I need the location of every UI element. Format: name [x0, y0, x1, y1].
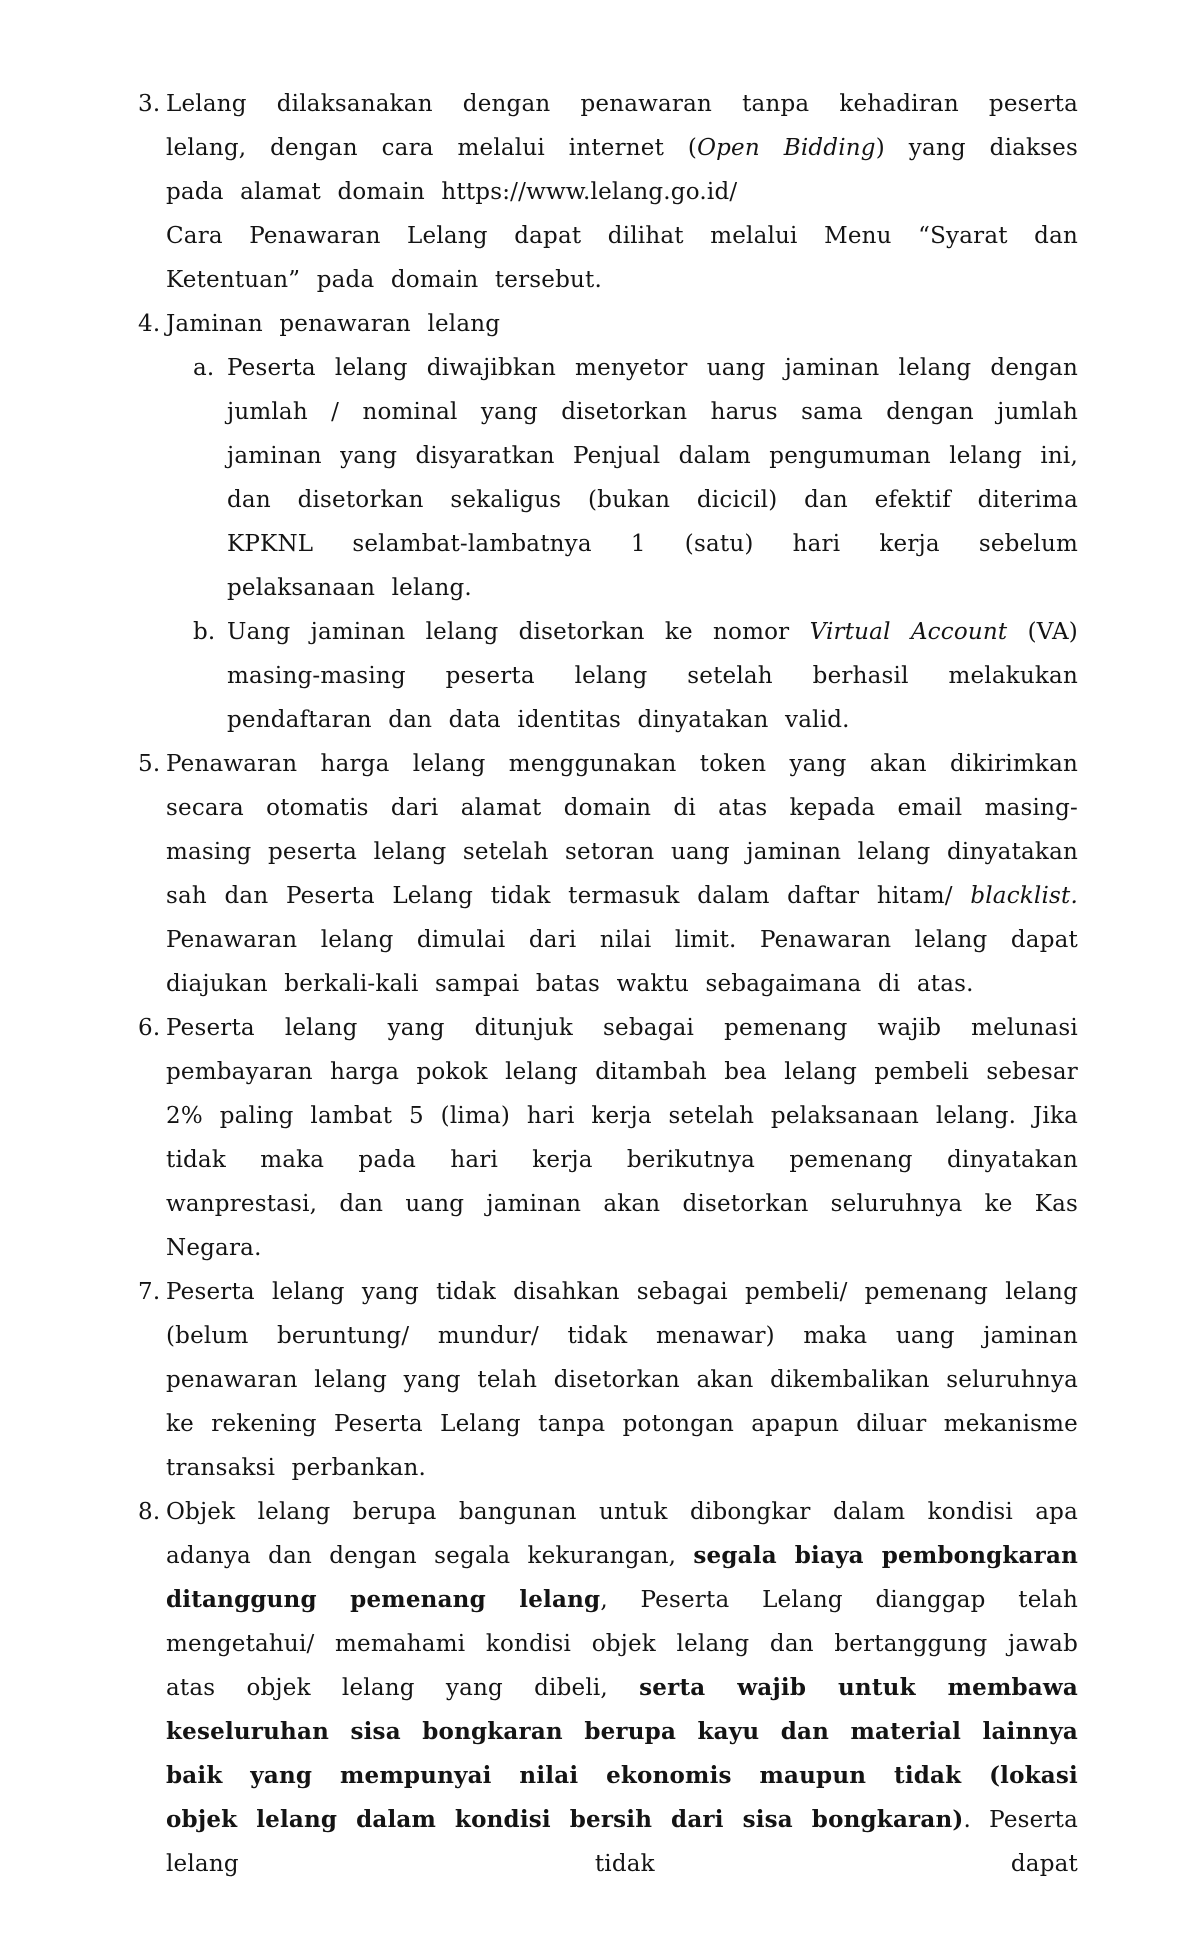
item-number: 7.: [138, 1279, 161, 1305]
text-run: Virtual Account: [809, 619, 1008, 645]
item-number: 4.: [138, 311, 161, 337]
item-content: [166, 742, 1078, 1006]
text-run: Peserta lelang yang tidak disahkan sebagai pembeli/ pemenang lelang (belum beruntung/ mundur/ tidak menawar) maka uang jaminan penawaran lelang yang telah disetorkan akan dikembalikan seluruhnya ke rekening Peserta Lelang tanpa potongan apapun diluar mekanisme transaksi perbankan.: [166, 1279, 1078, 1481]
sub-item-content: [227, 610, 1078, 742]
list-item: [138, 742, 1078, 1006]
item-content: [166, 1490, 1078, 1886]
list-item: [138, 1270, 1078, 1490]
text-run: (VA) masing-masing peserta lelang setelah berhasil melakukan pendaftaran dan data identitas dinyatakan valid.: [227, 619, 1078, 733]
sub-list-item: [193, 610, 1078, 742]
list-item: [138, 1006, 1078, 1270]
paragraph: [166, 214, 1078, 302]
list-item: [138, 302, 1078, 742]
text-run: . Peserta lelang tidak dapat: [166, 1807, 1078, 1877]
text-run: Jaminan penawaran lelang: [166, 311, 501, 337]
paragraph: [166, 302, 1078, 346]
paragraph: [166, 1006, 1078, 1270]
text-run: ) yang diakses pada alamat domain https://www.lelang.go.id/: [166, 135, 1078, 205]
item-content: [166, 1006, 1078, 1270]
text-run: segala biaya pembongkaran ditanggung pemenang lelang: [166, 1542, 1078, 1613]
text-run: , Peserta Lelang dianggap telah mengetahui/ memahami kondisi objek lelang dan bertanggung jawab atas objek lelang yang dibeli,: [166, 1587, 1078, 1701]
sub-item-content: [227, 346, 1078, 610]
list-item: [138, 1490, 1078, 1886]
paragraph: [166, 742, 1078, 1006]
item-number: 8.: [138, 1499, 161, 1525]
text-run: Peserta lelang yang ditunjuk sebagai pemenang wajib melunasi pembayaran harga pokok lelang ditambah bea lelang pembeli sebesar 2% paling lambat 5 (lima) hari kerja setelah pelaksanaan lelang. Jika tidak maka pada hari kerja berikutnya pemenang dinyatakan wanprestasi, dan uang jaminan akan disetorkan seluruhnya ke Kas Negara.: [166, 1015, 1078, 1261]
text-run: Peserta lelang diwajibkan menyetor uang jaminan lelang dengan jumlah / nominal yang disetorkan harus sama dengan jumlah jaminan yang disyaratkan Penjual dalam pengumuman lelang ini, dan disetorkan sekaligus (bukan dicicil) dan efektif diterima KPKNL selambat-lambatnya 1 (satu) hari kerja sebelum pelaksanaan lelang.: [227, 355, 1078, 601]
item-number: 3.: [138, 91, 161, 117]
sub-item-marker: b.: [193, 619, 216, 645]
sub-list-item: [193, 346, 1078, 610]
item-content: [166, 302, 1078, 742]
item-number: 6.: [138, 1015, 161, 1041]
text-run: serta wajib untuk membawa keseluruhan sisa bongkaran berupa kayu dan material lainnya baik yang mempunyai nilai ekonomis maupun tidak (lokasi objek lelang dalam kondisi bersih dari sisa bongkaran): [166, 1674, 1078, 1833]
text-run: blacklist.: [970, 883, 1078, 909]
text-run: Uang jaminan lelang disetorkan ke nomor: [227, 619, 810, 645]
list-item: [138, 82, 1078, 302]
item-number: 5.: [138, 751, 161, 777]
text-run: Penawaran harga lelang menggunakan token yang akan dikirimkan secara otomatis dari alamat domain di atas kepada email masing-masing peserta lelang setelah setoran uang jaminan lelang dinyatakan sah dan Peserta Lelang tidak termasuk dalam daftar hitam/: [166, 751, 1078, 909]
paragraph: [166, 1490, 1078, 1886]
item-content: [166, 1270, 1078, 1490]
text-run: Open Bidding: [697, 135, 876, 161]
text-run: Penawaran lelang dimulai dari nilai limit. Penawaran lelang dapat diajukan berkali-kali sampai batas waktu sebagaimana di atas.: [166, 927, 1078, 997]
item-content: [166, 82, 1078, 302]
paragraph: [166, 1270, 1078, 1490]
text-run: Cara Penawaran Lelang dapat dilihat melalui Menu “Syarat dan Ketentuan” pada domain tersebut.: [166, 223, 1078, 293]
terms-list: [138, 82, 1078, 1886]
text-run: Lelang dilaksanakan dengan penawaran tanpa kehadiran peserta lelang, dengan cara melalui internet (: [166, 91, 1078, 161]
sub-item-marker: a.: [193, 355, 215, 381]
text-run: Objek lelang berupa bangunan untuk dibongkar dalam kondisi apa adanya dan dengan segala kekurangan,: [166, 1499, 1078, 1569]
paragraph: [166, 82, 1078, 214]
